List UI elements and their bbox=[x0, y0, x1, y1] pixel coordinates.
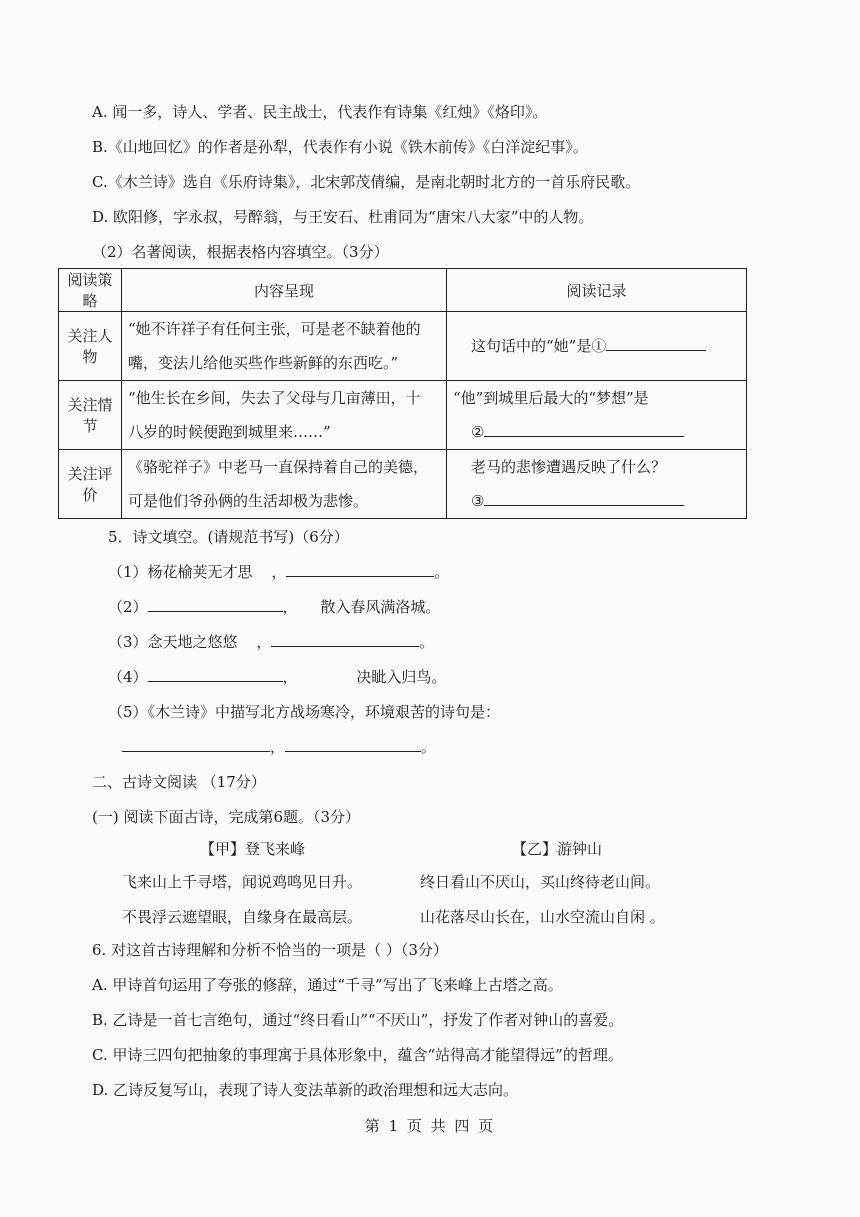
strategy-cell: 关注情节 bbox=[59, 381, 122, 450]
record-text: 这句话中的“她”是① bbox=[471, 337, 607, 355]
record-cell[interactable] bbox=[447, 312, 747, 381]
poem-line: 决眦入归鸟。 bbox=[356, 668, 447, 686]
poem-line: 念天地之悠悠 bbox=[147, 633, 238, 651]
question-6-stem: 6. 对这首古诗理解和分析不恰当的一项是（ ）（3分） bbox=[92, 941, 448, 959]
content-line: “她不许祥子有任何主张，可是老不缺着他的 bbox=[128, 320, 421, 338]
record-cell[interactable] bbox=[447, 450, 747, 519]
content-cell bbox=[122, 381, 447, 450]
table-header-row bbox=[59, 269, 747, 312]
fill-item-1: （1）杨花榆荚无才思 ， 。 bbox=[108, 563, 450, 581]
record-text: “他”到城里后最大的“梦想”是 bbox=[453, 389, 649, 407]
fill-item-4: （4） ， 决眦入归鸟。 bbox=[108, 668, 447, 686]
table-row bbox=[59, 381, 747, 450]
table-row bbox=[59, 312, 747, 381]
fill-item-3: （3）念天地之悠悠 ， 。 bbox=[108, 633, 435, 651]
option-b: B.《山地回忆》的作者是孙犁，代表作有小说《铁木前传》《白洋淀纪事》。 bbox=[92, 138, 588, 156]
poem-a-title: 【甲】登飞来峰 bbox=[200, 840, 306, 858]
content-line: “他生长在乡间，失去了父母与几亩薄田，十 bbox=[128, 389, 421, 407]
fill-item-5-blanks: ， 。 bbox=[122, 737, 436, 757]
question-5-title: 5．诗文填空。(请规范书写)（6分） bbox=[108, 528, 349, 546]
fill-blank[interactable] bbox=[148, 597, 283, 612]
table-row bbox=[59, 450, 747, 519]
poem-line: 杨花榆荚无才思 bbox=[147, 563, 253, 581]
section-2-title: 二、古诗文阅读 （17分） bbox=[92, 773, 266, 791]
header-record: 阅读记录 bbox=[447, 269, 747, 312]
record-text: 老马的悲惨遭遇反映了什么？ bbox=[471, 458, 667, 476]
q6-option-a: A. 甲诗首句运用了夸张的修辞，通过“千寻”写出了飞来峰上古塔之高。 bbox=[92, 976, 563, 994]
content-line: 八岁的时候便跑到城里来……” bbox=[128, 423, 331, 441]
fill-blank[interactable] bbox=[271, 632, 419, 647]
q6-option-c: C. 甲诗三四句把抽象的事理寓于具体形象中，蕴含“站得高才能望得远”的哲理。 bbox=[92, 1046, 623, 1064]
item-number: （2） bbox=[108, 598, 148, 616]
item-number: （3） bbox=[108, 633, 148, 651]
option-a: A. 闻一多，诗人、学者、民主战士，代表作有诗集《红烛》《烙印》。 bbox=[92, 103, 548, 121]
header-content: 内容呈现 bbox=[122, 269, 447, 312]
fill-blank[interactable] bbox=[286, 562, 434, 577]
section-2-sub1: (一) 阅读下面古诗，完成第6题。（3分） bbox=[92, 808, 361, 826]
poem-b-line-2: 山花落尽山长在，山水空流山自闲 。 bbox=[420, 908, 665, 926]
content-cell bbox=[122, 450, 447, 519]
fill-blank[interactable] bbox=[285, 737, 421, 752]
item-number: （4） bbox=[108, 668, 148, 686]
fill-item-5: （5）《木兰诗》中描写北方战场寒冷，环境艰苦的诗句是： bbox=[108, 703, 501, 721]
poem-b-title: 【乙】游钟山 bbox=[512, 840, 603, 858]
strategy-cell: 关注人物 bbox=[59, 312, 122, 381]
answer-blank-2[interactable] bbox=[484, 422, 684, 437]
q6-option-b: B. 乙诗是一首七言绝句，通过“终日看山”“不厌山”，抒发了作者对钟山的喜爱。 bbox=[92, 1011, 624, 1029]
poem-b-line-1: 终日看山不厌山，买山终待老山间。 bbox=[420, 873, 661, 891]
fill-blank[interactable] bbox=[148, 667, 283, 682]
content-line: 可是他们爷孙俩的生活却极为悲惨。 bbox=[128, 492, 369, 510]
record-marker: ② bbox=[471, 423, 485, 441]
option-c: C.《木兰诗》选自《乐府诗集》，北宋郭茂倩编，是南北朝时北方的一首乐府民歌。 bbox=[92, 173, 641, 191]
item-number: （1） bbox=[108, 563, 148, 581]
answer-blank-1[interactable] bbox=[606, 336, 706, 351]
q6-option-d: D. 乙诗反复写山，表现了诗人变法革新的政治理想和远大志向。 bbox=[92, 1081, 519, 1099]
fill-blank[interactable] bbox=[122, 737, 270, 752]
option-d: D. 欧阳修，字永叔，号醉翁，与王安石、杜甫同为“唐宋八大家”中的人物。 bbox=[92, 208, 594, 226]
question-4-2-title: （2）名著阅读，根据表格内容填空。（3分） bbox=[92, 243, 389, 261]
answer-blank-3[interactable] bbox=[484, 491, 684, 506]
page-footer: 第 1 页 共 四 页 bbox=[364, 1117, 496, 1135]
content-cell bbox=[122, 312, 447, 381]
strategy-cell: 关注评价 bbox=[59, 450, 122, 519]
reading-table bbox=[58, 268, 747, 519]
header-strategy: 阅读策略 bbox=[59, 269, 122, 312]
content-line: 《骆驼祥子》中老马一直保持着自己的美德， bbox=[128, 458, 429, 476]
fill-item-2: （2） ， 散入春风满洛城。 bbox=[108, 598, 441, 616]
poem-a-line-2: 不畏浮云遮望眼，自缘身在最高层。 bbox=[122, 908, 363, 926]
record-cell[interactable] bbox=[447, 381, 747, 450]
poem-a-line-1: 飞来山上千寻塔，闻说鸡鸣见日升。 bbox=[122, 873, 363, 891]
poem-line: 散入春风满洛城。 bbox=[320, 598, 441, 616]
content-line: 嘴，变法儿给他买些作些新鲜的东西吃。” bbox=[128, 354, 399, 372]
record-marker: ③ bbox=[471, 492, 485, 510]
